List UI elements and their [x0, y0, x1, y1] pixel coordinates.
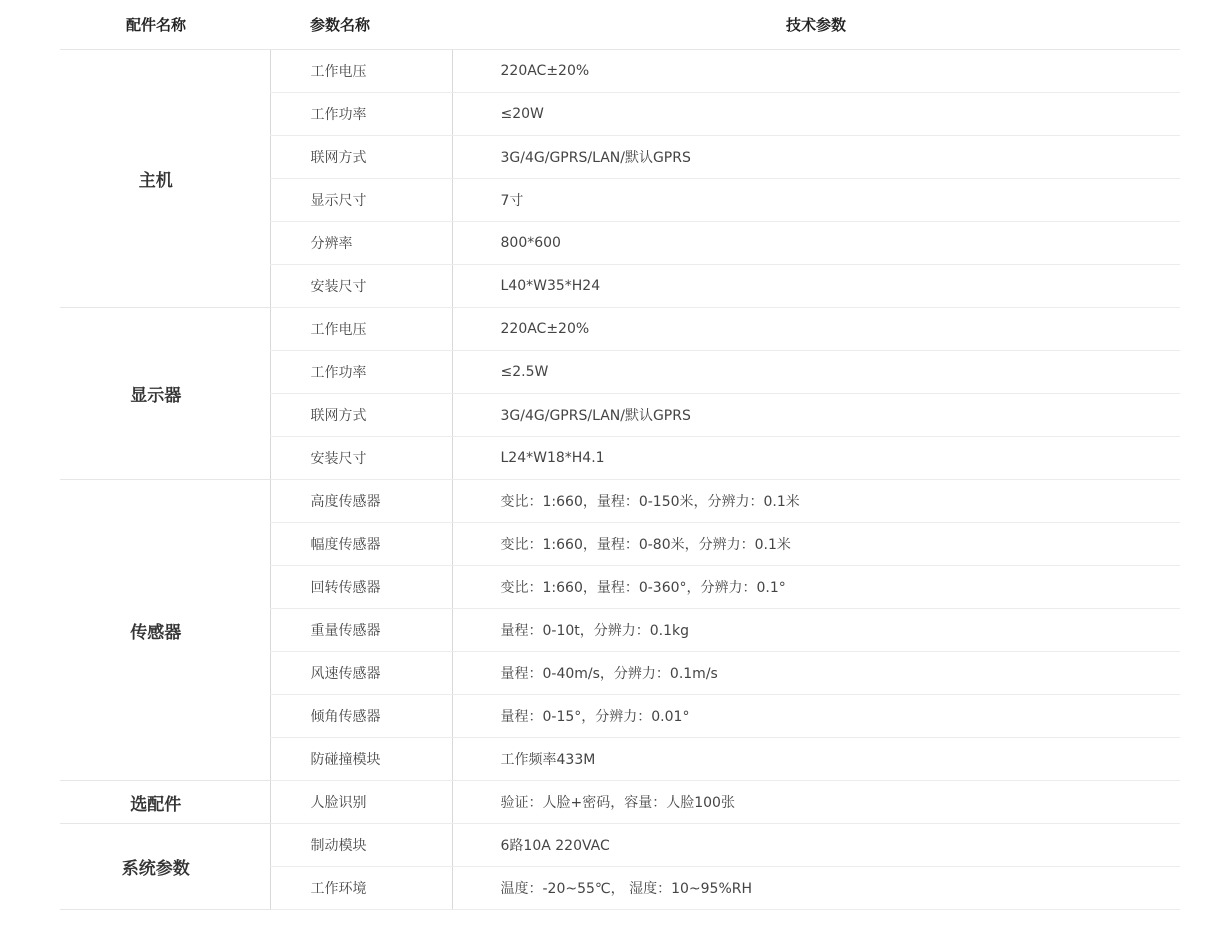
param-value-cell: 温度：-20~55℃， 湿度：10~95%RH [452, 867, 1180, 910]
group-cell-display: 显示器 [60, 308, 270, 480]
param-name-cell: 工作功率 [270, 351, 452, 394]
param-name-cell: 回转传感器 [270, 566, 452, 609]
param-name-cell: 工作环境 [270, 867, 452, 910]
param-name-cell: 防碰撞模块 [270, 738, 452, 781]
param-value-cell: L24*W18*H4.1 [452, 437, 1180, 480]
header-row [60, 0, 1180, 50]
table-row [60, 781, 1180, 824]
param-name-cell: 人脸识别 [270, 781, 452, 824]
param-value-cell: 量程：0-10t，分辨力：0.1kg [452, 609, 1180, 652]
param-name-cell: 联网方式 [270, 136, 452, 179]
group-cell-system: 系统参数 [60, 824, 270, 910]
param-value-cell: 工作频率433M [452, 738, 1180, 781]
table-row [60, 308, 1180, 351]
param-name-cell: 联网方式 [270, 394, 452, 437]
param-value-cell: L40*W35*H24 [452, 265, 1180, 308]
group-cell-optional: 选配件 [60, 781, 270, 824]
param-value-cell: 变比：1:660，量程：0-80米，分辨力：0.1米 [452, 523, 1180, 566]
group-cell-sensor: 传感器 [60, 480, 270, 781]
param-name-cell: 工作电压 [270, 50, 452, 93]
table-row [60, 50, 1180, 93]
param-value-cell: ≤20W [452, 93, 1180, 136]
param-name-cell: 倾角传感器 [270, 695, 452, 738]
param-value-cell: 量程：0-40m/s，分辨力：0.1m/s [452, 652, 1180, 695]
table-row [60, 480, 1180, 523]
param-name-cell: 高度传感器 [270, 480, 452, 523]
param-name-cell: 分辨率 [270, 222, 452, 265]
group-cell-host: 主机 [60, 50, 270, 308]
table-header [60, 0, 1180, 50]
param-value-cell: 220AC±20% [452, 308, 1180, 351]
param-value-cell: 7寸 [452, 179, 1180, 222]
param-value-cell: 变比：1:660，量程：0-150米，分辨力：0.1米 [452, 480, 1180, 523]
param-value-cell: 变比：1:660，量程：0-360°，分辨力：0.1° [452, 566, 1180, 609]
param-value-cell: 验证：人脸+密码，容量：人脸100张 [452, 781, 1180, 824]
param-name-cell: 工作功率 [270, 93, 452, 136]
param-name-cell: 安装尺寸 [270, 265, 452, 308]
table-row [60, 824, 1180, 867]
param-name-cell: 风速传感器 [270, 652, 452, 695]
param-value-cell: 3G/4G/GPRS/LAN/默认GPRS [452, 394, 1180, 437]
header-part-name: 配件名称 [60, 0, 270, 50]
param-name-cell: 工作电压 [270, 308, 452, 351]
param-name-cell: 重量传感器 [270, 609, 452, 652]
table-body [60, 50, 1180, 910]
param-value-cell: 800*600 [452, 222, 1180, 265]
param-name-cell: 制动模块 [270, 824, 452, 867]
header-tech-params: 技术参数 [452, 0, 1180, 50]
param-value-cell: 量程：0-15°，分辨力：0.01° [452, 695, 1180, 738]
header-param-name: 参数名称 [270, 0, 452, 50]
param-name-cell: 安装尺寸 [270, 437, 452, 480]
param-name-cell: 幅度传感器 [270, 523, 452, 566]
param-value-cell: ≤2.5W [452, 351, 1180, 394]
param-value-cell: 6路10A 220VAC [452, 824, 1180, 867]
param-value-cell: 3G/4G/GPRS/LAN/默认GPRS [452, 136, 1180, 179]
spec-table [60, 0, 1180, 910]
param-name-cell: 显示尺寸 [270, 179, 452, 222]
param-value-cell: 220AC±20% [452, 50, 1180, 93]
